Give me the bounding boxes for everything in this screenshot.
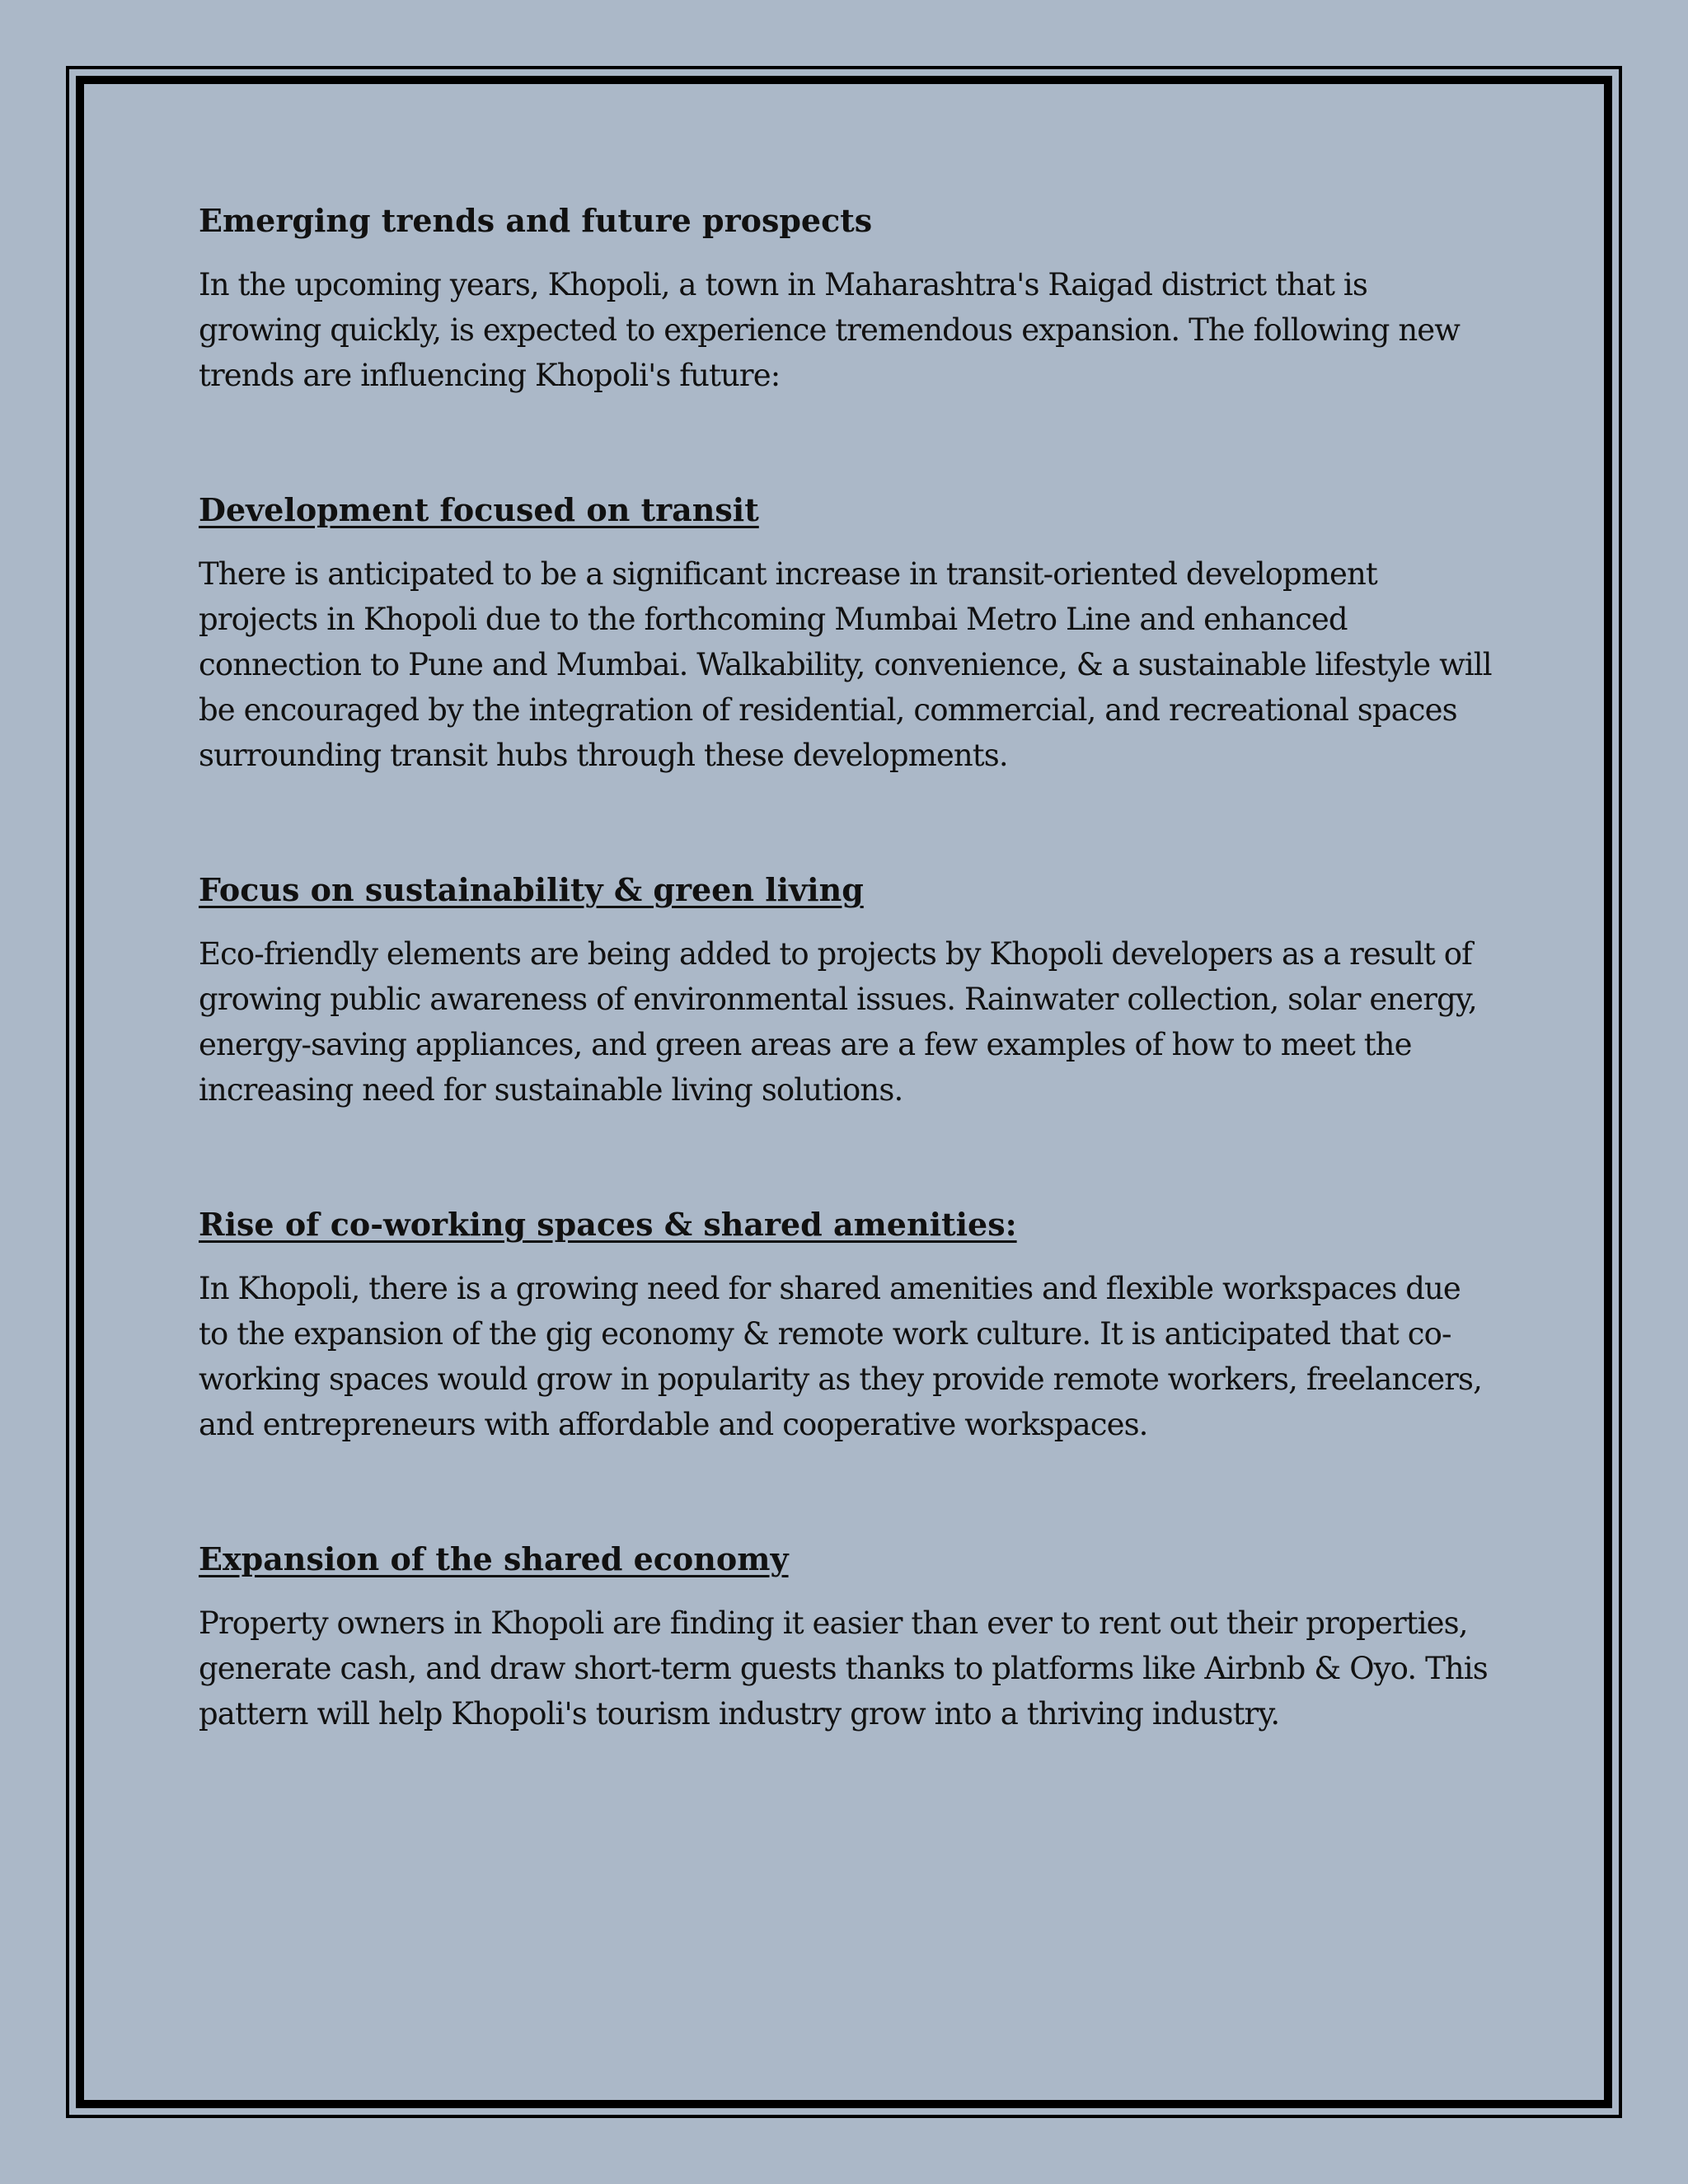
document-content: [199, 198, 1493, 1736]
section-paragraph-sustainability: Eco-friendly elements are being added to projects by Khopoli developers as a result of growing public awareness of environmental issues. Rainwater collection, solar energy, energy-saving appliances, and green areas are a few examples of how to meet the increasing need for sustainable living solutions.: [199, 936, 1477, 1108]
section-coworking: [199, 1202, 1493, 1447]
intro-paragraph: In the upcoming years, Khopoli, a town in Maharashtra's Raigad district that is growing quickly, is expected to experience tremendous expansion. The following new trends are influencing Khopoli's future:: [199, 267, 1461, 393]
section-paragraph-shared-economy: Property owners in Khopoli are finding it easier than ever to rent out their properties, generate cash, and draw short-term guests thanks to platforms like Airbnb & Oyo. This pattern will help Khopoli's tourism industry grow into a thriving industry.: [199, 1605, 1488, 1732]
intro-section: [199, 198, 1493, 398]
section-paragraph-coworking: In Khopoli, there is a growing need for shared amenities and flexible workspaces due to the expansion of the gig economy & remote work culture. It is anticipated that co-working spaces would grow in popularity as they provide remote workers, freelancers, and entrepreneurs with affordable and cooperative workspaces.: [199, 1271, 1483, 1442]
section-heading-sustainability: Focus on sustainability & green living: [199, 871, 864, 908]
section-heading-shared-economy: Expansion of the shared economy: [199, 1540, 789, 1577]
section-heading-transit: Development focused on transit: [199, 491, 759, 528]
section-transit: [199, 487, 1493, 778]
section-paragraph-transit: There is anticipated to be a significant increase in transit-oriented development projects in Khopoli due to the forthcoming Mumbai Metro Line and enhanced connection to Pune and Mumbai. Walkability, convenience, & a sustainable lifestyle will be encouraged by the integration of residential, commercial, and recreational spaces surrounding transit hubs through these developments.: [199, 556, 1492, 773]
section-sustainability: [199, 867, 1493, 1113]
section-heading-coworking: Rise of co-working spaces & shared amenities:: [199, 1206, 1017, 1243]
section-shared-economy: [199, 1536, 1493, 1736]
intro-heading: Emerging trends and future prospects: [199, 202, 873, 239]
